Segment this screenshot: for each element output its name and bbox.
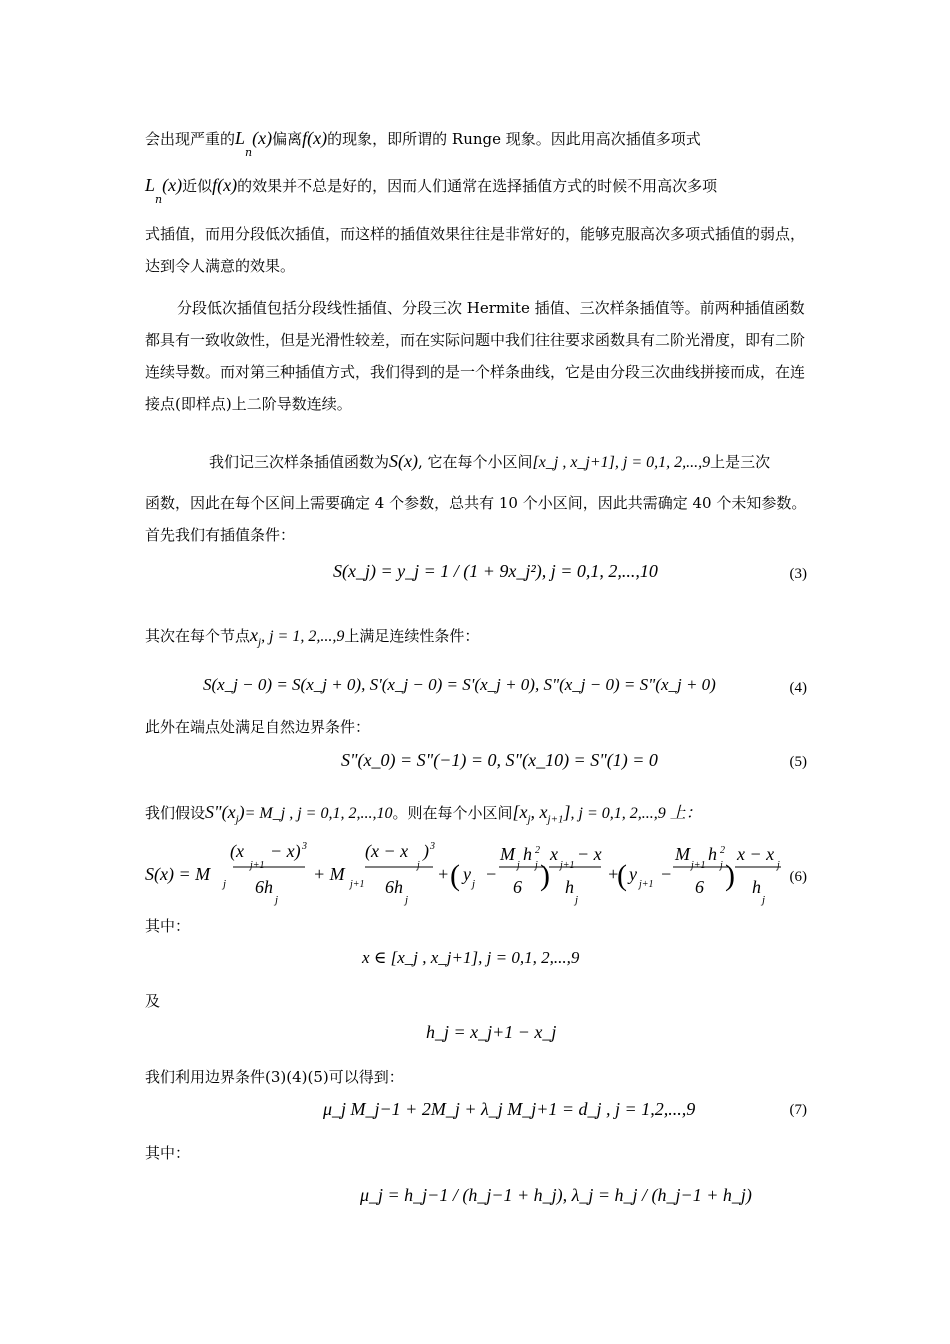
svg-text:j: j bbox=[762, 894, 766, 906]
math-interval: [x_j , x_j+1], j = 0,1, 2,...,9 bbox=[532, 454, 711, 471]
svg-text:− x): − x) bbox=[270, 841, 301, 861]
text-line bbox=[145, 451, 770, 472]
svg-text:j: j bbox=[472, 878, 476, 890]
svg-text:S(x) = M: S(x) = M bbox=[145, 864, 211, 884]
text-run: 其次在每个节点 bbox=[145, 627, 251, 645]
text-run: 的现象，即所谓的 Runge 现象。因此用高次插值多项式 bbox=[327, 130, 701, 148]
math-n: n bbox=[155, 193, 163, 206]
math-paren-x: (x) bbox=[162, 175, 183, 195]
text-run: 近似 bbox=[182, 177, 213, 195]
svg-text:2: 2 bbox=[535, 845, 540, 856]
equation-7: μ_j M_j−1 + 2M_j + λ_j M_j+1 = d_j , j = 1,2,...,9 bbox=[323, 1099, 696, 1119]
svg-text:j: j bbox=[275, 894, 279, 906]
text-line bbox=[145, 625, 479, 649]
math-interval: [$x_j$, $x_{j+1}$] bbox=[512, 802, 571, 826]
equation-6 bbox=[145, 835, 785, 915]
svg-text:6: 6 bbox=[695, 877, 704, 897]
equation-5: S"(x_0) = S"(−1) = 0, S"(x_10) = S"(1) = 0 bbox=[341, 750, 658, 770]
svg-text:j+1: j+1 bbox=[560, 860, 575, 871]
svg-text:3: 3 bbox=[430, 841, 435, 852]
svg-text:M: M bbox=[675, 844, 690, 864]
math-range: = M_j , j = 0,1, 2,...,10 bbox=[244, 805, 393, 822]
equation-number: (3) bbox=[789, 566, 807, 582]
text-run: 上满足连续性条件： bbox=[344, 627, 480, 645]
svg-text:(: ( bbox=[450, 859, 460, 892]
math-paren-x: (x) bbox=[307, 128, 328, 148]
math-L: L bbox=[235, 128, 246, 148]
math-paren-x: (x) bbox=[217, 175, 238, 195]
text-line: 我们利用边界条件(3)(4)(5)可以得到： bbox=[145, 1068, 404, 1086]
svg-text:j: j bbox=[405, 894, 409, 906]
svg-text:j: j bbox=[417, 860, 420, 871]
svg-text:2: 2 bbox=[720, 845, 725, 856]
svg-text:3: 3 bbox=[302, 841, 307, 852]
svg-text:h: h bbox=[523, 844, 532, 864]
paragraph: 函数，因此在每个区间上需要确定 4 个参数，总共有 10 个小区间，因此共需确定 40 个未知参数。首先我们有插值条件： bbox=[145, 494, 807, 544]
math-S-of-x: S(x) bbox=[389, 451, 418, 471]
math-f: f bbox=[212, 175, 218, 195]
text-line: 其中： bbox=[145, 917, 191, 935]
svg-text:y: y bbox=[463, 864, 471, 884]
svg-text:j: j bbox=[575, 894, 579, 906]
svg-text:6h: 6h bbox=[385, 877, 403, 897]
svg-text:(x: (x bbox=[230, 841, 244, 861]
svg-text:x − x: x − x bbox=[737, 844, 775, 864]
svg-text:): ) bbox=[423, 841, 429, 861]
text-run: 上是三次 bbox=[710, 453, 771, 471]
svg-text:−: − bbox=[660, 864, 673, 884]
svg-text:6h: 6h bbox=[255, 877, 273, 897]
equation-3: S(x_j) = y_j = 1 / (1 + 9x_j²), j = 0,1, 2,...,10 bbox=[333, 561, 658, 581]
svg-text:j+1: j+1 bbox=[691, 860, 706, 871]
svg-text:j+1: j+1 bbox=[350, 879, 365, 890]
equation-number: (5) bbox=[789, 754, 807, 770]
svg-text:j+1: j+1 bbox=[250, 860, 265, 871]
paragraph: 式插值，而用分段低次插值，而这样的插值效果往往是非常好的，能够克服高次多项式插值的弱点，达到令人满意的效果。 bbox=[145, 225, 806, 275]
equation-h: h_j = x_j+1 − x_j bbox=[426, 1022, 557, 1042]
svg-text:j: j bbox=[535, 860, 538, 871]
text-run: 会出现严重的 bbox=[145, 130, 236, 148]
svg-text:j: j bbox=[517, 860, 520, 871]
text-run: 。则在每个小区间 bbox=[392, 804, 513, 822]
svg-text:+: + bbox=[437, 864, 450, 884]
svg-text:h: h bbox=[708, 844, 717, 864]
svg-text:h: h bbox=[565, 877, 574, 897]
math-range: , j = 1, 2,...,9 bbox=[261, 628, 345, 645]
text-line: 其中： bbox=[145, 1144, 191, 1162]
svg-text:h: h bbox=[752, 877, 761, 897]
equation-x-range: x ∈ [x_j , x_j+1], j = 0,1, 2,...,9 bbox=[362, 948, 580, 967]
equation-4: S(x_j − 0) = S(x_j + 0), S'(x_j − 0) = S'(x_j + 0), S"(x_j − 0) = S"(x_j + 0) bbox=[203, 675, 716, 694]
text-line: 此外在端点处满足自然边界条件： bbox=[145, 718, 371, 736]
equation-number: (4) bbox=[789, 680, 807, 696]
text-run: 我们记三次样条插值函数为 bbox=[209, 453, 390, 471]
paragraph: 分段低次插值包括分段线性插值、分段三次 Hermite 插值、三次样条插值等。前两种插值函数都具有一致收敛性，但是光滑性较差，而在实际问题中我们往往要求函数具有二阶光滑度，即有二阶连续导数。而对第三种插值方式，我们得到的是一个样条曲线，它是由分段三次曲线拼接而成，在连接点(即样点)上二阶导数连续。 bbox=[145, 299, 806, 413]
text-line bbox=[145, 800, 702, 826]
equation-number: (7) bbox=[789, 1102, 807, 1118]
math-paren-x: (x) bbox=[252, 128, 273, 148]
equation-mu-lambda: μ_j = h_j−1 / (h_j−1 + h_j), λ_j = h_j / (h_j−1 + h_j) bbox=[360, 1185, 752, 1205]
svg-text:j: j bbox=[720, 860, 723, 871]
svg-text:j+1: j+1 bbox=[639, 879, 654, 890]
svg-text:−: − bbox=[485, 864, 498, 884]
text-line bbox=[145, 128, 701, 159]
svg-text:M: M bbox=[500, 844, 515, 864]
math-f: f bbox=[302, 128, 308, 148]
text-run: , 它在每个小区间 bbox=[418, 453, 533, 471]
svg-text:j: j bbox=[223, 878, 227, 890]
svg-text:x: x bbox=[550, 844, 558, 864]
math-n: n bbox=[245, 146, 253, 159]
svg-text:+: + bbox=[607, 864, 620, 884]
svg-text:(x − x: (x − x bbox=[365, 841, 409, 861]
text-line: 及 bbox=[145, 992, 161, 1010]
svg-text:): ) bbox=[725, 859, 735, 892]
math-range: , j = 0,1, 2,...,9 上： bbox=[570, 805, 702, 822]
svg-text:): ) bbox=[540, 859, 550, 892]
text-run: 我们假设 bbox=[145, 804, 206, 822]
text-run: 的效果并不总是好的，因而人们通常在选择插值方式的时候不用高次多项 bbox=[237, 177, 718, 195]
svg-text:6: 6 bbox=[513, 877, 522, 897]
svg-text:+ M: + M bbox=[313, 864, 345, 884]
equation-number: (6) bbox=[789, 869, 807, 885]
svg-text:− x: − x bbox=[577, 844, 602, 864]
math-x-j: $x_j$ bbox=[250, 625, 262, 649]
math-S2-xj: $S"(x_j)$ bbox=[205, 802, 245, 826]
text-run: 偏离 bbox=[272, 130, 303, 148]
svg-text:(: ( bbox=[617, 859, 627, 892]
math-L: L bbox=[145, 175, 156, 195]
svg-text:y: y bbox=[629, 864, 637, 884]
svg-text:j: j bbox=[777, 860, 780, 871]
text-line bbox=[145, 175, 718, 206]
